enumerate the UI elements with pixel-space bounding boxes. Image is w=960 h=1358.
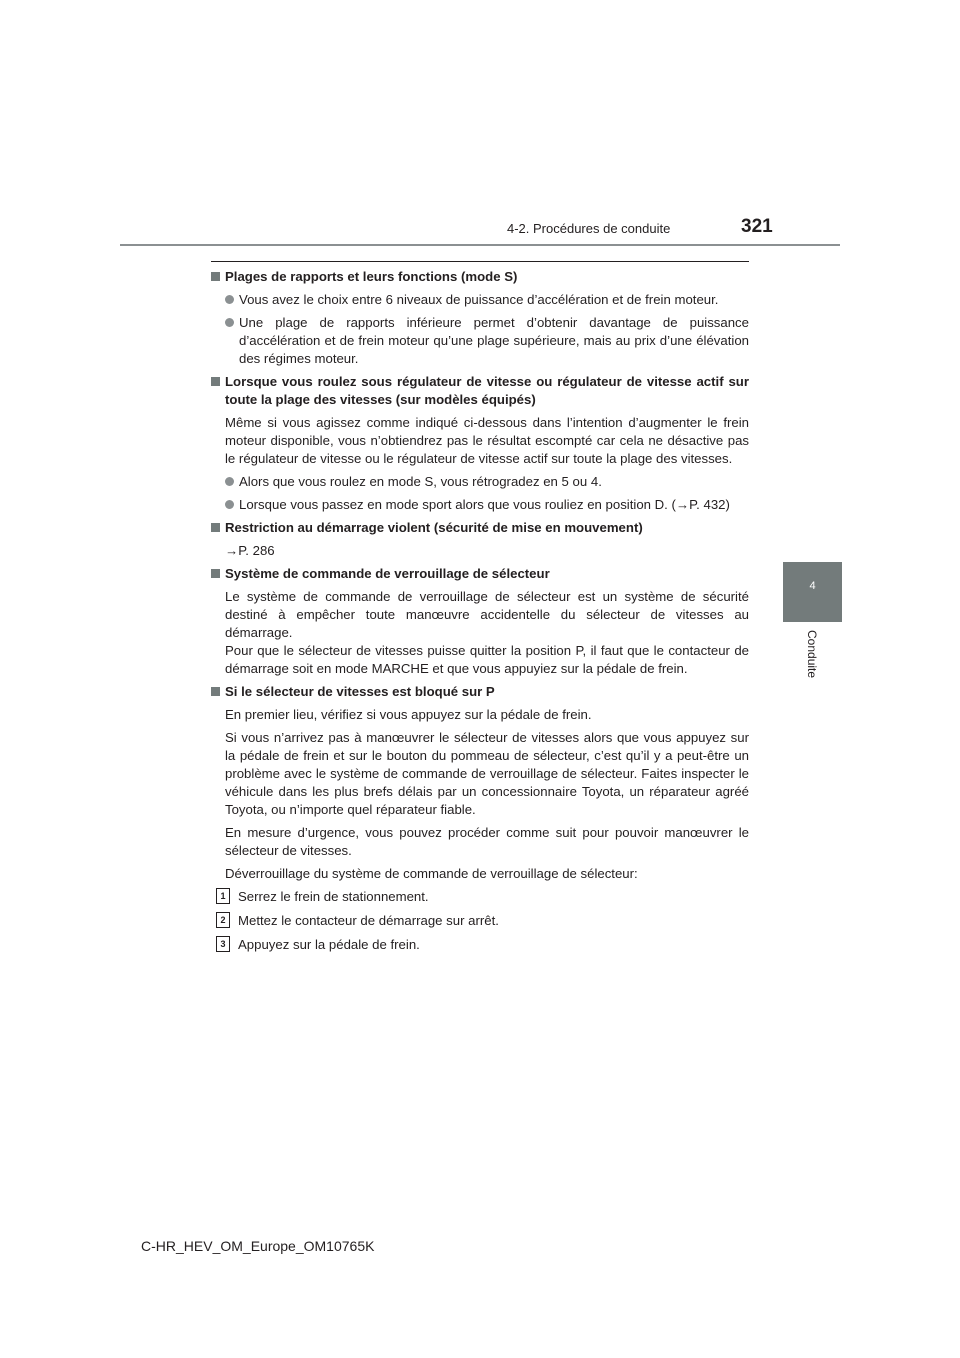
page-number: 321 — [741, 216, 773, 237]
page-reference-link[interactable]: →P. 286 — [225, 543, 275, 558]
round-bullet-icon — [225, 477, 234, 486]
bullet-text[interactable]: Lorsque vous passez en mode sport alors que vous rouliez en position D. (→P. 432) — [239, 497, 730, 512]
square-bullet-icon — [211, 377, 220, 386]
section-heading — [211, 373, 749, 409]
heading-text: Lorsque vous roulez sous régulateur de vitesse ou régulateur de vitesse actif sur toute la plage des vitesses (sur modèles équipés) — [225, 374, 749, 407]
heading-text: Plages de rapports et leurs fonctions (mode S) — [225, 269, 518, 284]
body-paragraph: En premier lieu, vérifiez si vous appuyez sur la pédale de frein. — [225, 707, 592, 722]
square-bullet-icon — [211, 687, 220, 696]
bullet-text: Une plage de rapports inférieure permet d’obtenir davantage de puissance d’accélération et de frein moteur qu’une plage supérieure, mais au prix d’une élévation des régimes moteur. — [239, 315, 749, 366]
heading-text: Système de commande de verrouillage de sélecteur — [225, 566, 550, 581]
bullet-text: Alors que vous roulez en mode S, vous rétrogradez en 5 ou 4. — [239, 474, 602, 489]
chapter-label — [781, 630, 841, 690]
body-paragraph: Le système de commande de verrouillage de sélecteur est un système de sécurité destiné à empêcher toute manœuvre accidentelle du sélecteur de vitesses au démarrage. — [225, 589, 749, 640]
heading-text: Si le sélecteur de vitesses est bloqué sur P — [225, 684, 495, 699]
square-bullet-icon — [211, 272, 220, 281]
body-paragraph: Déverrouillage du système de commande de verrouillage de sélecteur: — [225, 866, 638, 881]
chapter-number: 4 — [809, 580, 816, 592]
section-heading — [211, 683, 749, 701]
bullet-text: Vous avez le choix entre 6 niveaux de puissance d’accélération et de frein moteur. — [239, 292, 719, 307]
header-divider — [120, 244, 840, 246]
section-heading — [211, 519, 749, 537]
section-heading — [211, 268, 749, 286]
bullet-item — [211, 291, 749, 309]
document-code: C-HR_HEV_OM_Europe_OM10765K — [141, 1238, 375, 1254]
heading-text: Restriction au démarrage violent (sécurité de mise en mouvement) — [225, 520, 643, 535]
step-text: Serrez le frein de stationnement. — [238, 889, 429, 904]
bullet-item — [211, 496, 749, 514]
main-content — [211, 261, 749, 960]
section-heading — [211, 565, 749, 583]
chapter-tab[interactable] — [783, 562, 842, 622]
step-number: 2 — [216, 912, 230, 928]
bullet-item — [211, 473, 749, 491]
step-item — [211, 936, 749, 954]
body-paragraph: Pour que le sélecteur de vitesses puisse quitter la position P, il faut que le contacteur de démarrage soit en mode MARCHE et que vous appuyiez sur la pédale de frein. — [225, 643, 749, 676]
step-item — [211, 912, 749, 930]
body-paragraph: Même si vous agissez comme indiqué ci-dessous dans l’intention d’augmenter le frein moteur disponible, vous n’obtiendrez pas le résultat escompté car cela ne désactive pas le régulateur de vitesse ou le régulateur de vitesse actif sur toute la plage des vitesses. — [225, 415, 749, 466]
body-paragraph: En mesure d’urgence, vous pouvez procéder comme suit pour pouvoir manœuvrer le sélecteur de vitesses. — [225, 825, 749, 858]
section-title: 4-2. Procédures de conduite — [507, 221, 671, 236]
square-bullet-icon — [211, 569, 220, 578]
step-number: 1 — [216, 888, 230, 904]
body-paragraph: Si vous n’arrivez pas à manœuvrer le sélecteur de vitesses alors que vous appuyez sur la pédale de frein et sur le bouton du pommeau de sélecteur, c’est qu’il y a peut-être un problème avec le système de commande de verrouillage de sélecteur. Faites inspecter le véhicule dans les plus brefs délais par un concessionnaire Toyota, un réparateur agréé Toyota, ou n’importe quel réparateur fiable. — [225, 730, 749, 817]
round-bullet-icon — [225, 500, 234, 509]
square-bullet-icon — [211, 523, 220, 532]
step-text: Mettez le contacteur de démarrage sur arrêt. — [238, 913, 499, 928]
step-text: Appuyez sur la pédale de frein. — [238, 937, 420, 952]
bullet-item — [211, 314, 749, 368]
round-bullet-icon — [225, 318, 234, 327]
step-item — [211, 888, 749, 906]
chapter-label-text: Conduite — [805, 630, 819, 679]
step-number: 3 — [216, 936, 230, 952]
round-bullet-icon — [225, 295, 234, 304]
